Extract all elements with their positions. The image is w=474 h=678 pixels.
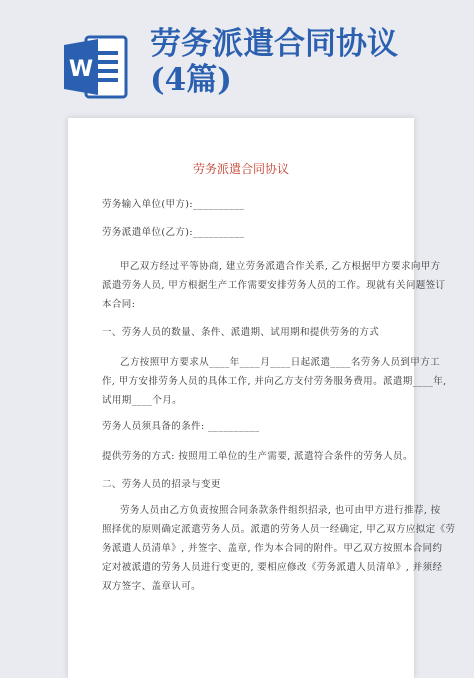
party-b-line: 劳务派遣单位(乙方):__________ [102, 227, 245, 238]
paragraph-line: 试用期____个月。 [102, 395, 183, 406]
page-title-line-2: (4篇) [150, 62, 232, 98]
document-title: 劳务派遣合同协议 [192, 162, 289, 176]
paragraph-line: 劳务人员由乙方负责按照合同条款条件组织招录, 也可由甲方进行推荐, 按 [120, 505, 441, 516]
section-heading: 一、劳务人员的数量、条件、派遣期、试用期和提供劳务的方式 [102, 327, 380, 338]
paragraph-line: 派遣劳务人员, 甲方根据生产工作需要安排劳务人员的工作。现就有关问题签订 [102, 280, 446, 291]
provide-method-line: 提供劳务的方式: 按照用工单位的生产需要, 派遣符合条件的劳务人员。 [102, 451, 413, 462]
svg-text:W: W [68, 57, 94, 82]
paragraph-line: 乙方按照甲方要求从____年____月____日起派遣____名劳务人员到甲方工 [120, 357, 441, 368]
party-a-line: 劳务输入单位(甲方):__________ [102, 199, 245, 210]
word-icon [62, 33, 130, 101]
paragraph-line: 作, 甲方安排劳务人员的具体工作, 并向乙方支付劳务服务费用。派遣期____年, [102, 376, 447, 387]
paragraph-line: 照择优的原则确定派遣劳务人员。派遣的劳务人员一经确定, 甲乙双方应拟定《劳 [102, 524, 456, 535]
paragraph-line: 甲乙双方经过平等协商, 建立劳务派遣合作关系, 乙方根据甲方要求向甲方 [120, 261, 441, 272]
page-title-line-1: 劳务派遣合同协议 [150, 26, 398, 62]
header [0, 0, 474, 118]
paragraph-line: 务派遣人员清单》, 并签字、盖章, 作为本合同的附件。甲乙双方按照本合同约 [102, 543, 443, 554]
paragraph-line: 双方签字、盖章认可。 [102, 581, 202, 592]
conditions-line: 劳务人员须具备的条件: __________ [102, 421, 260, 432]
paragraph-line: 本合同: [102, 299, 136, 310]
section-heading: 二、劳务人员的招录与变更 [102, 479, 221, 490]
paragraph-line: 定对被派遣的劳务人员进行变更的, 要相应修改《劳务派遣人员清单》, 并须经 [102, 562, 443, 573]
document-page [68, 118, 456, 678]
